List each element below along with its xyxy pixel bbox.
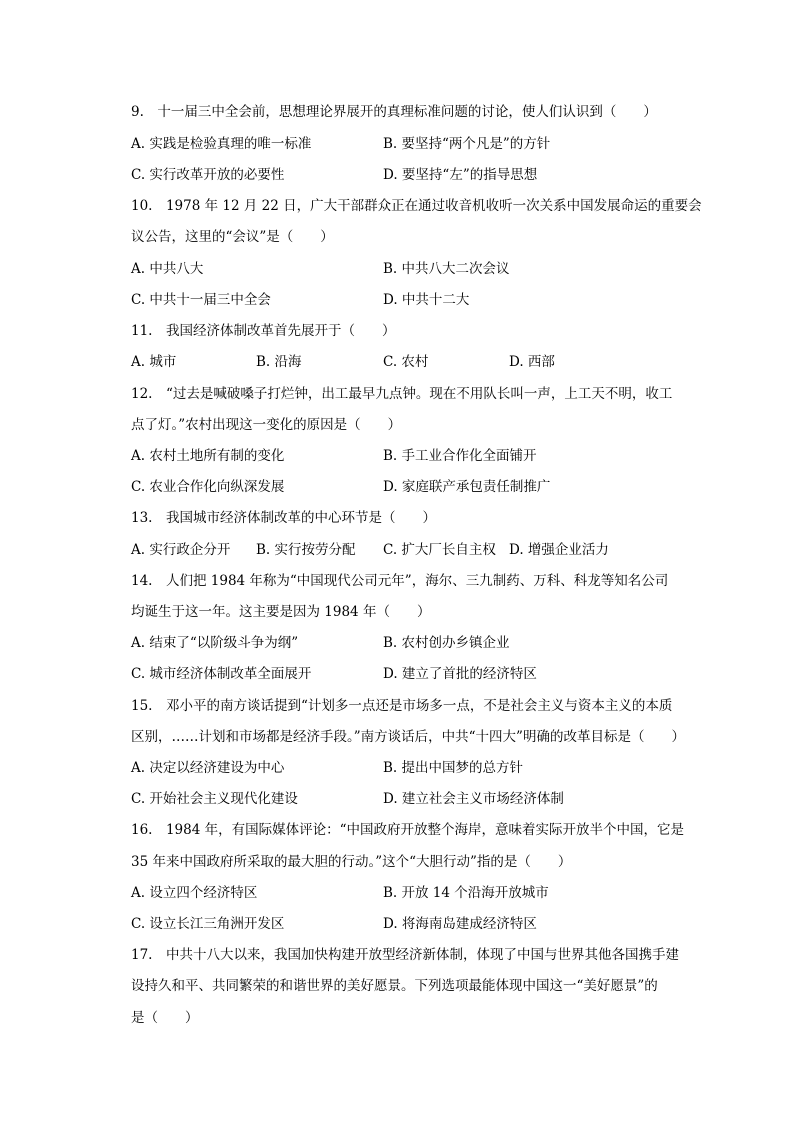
question-17-stem-line-2: 设持久和平、共同繁荣的和谐世界的美好愿景。下列选项最能体现中国这一“美好愿景”的 [131,978,658,994]
question-15-option-c: C. 开始社会主义现代化建设 [131,791,298,807]
question-14-stem-line-1: 14. 人们把 1984 年称为“中国现代公司元年”，海尔、三九制药、万科、科龙等知名公司 [131,573,669,589]
question-11-option-b: B. 沿海 [256,354,302,370]
question-15-option-b: B. 提出中国梦的总方针 [383,760,524,776]
question-16-option-d: D. 将海南岛建成经济特区 [383,916,537,932]
question-11-stem: 11. 我国经济体制改革首先展开于（ ） [131,323,396,339]
question-15-stem-line-1: 15. 邓小平的南方谈话提到“计划多一点还是市场多一点，不是社会主义与资本主义的本质 [131,698,673,714]
question-10-option-a: A. 中共八大 [131,261,204,277]
question-10-option-b: B. 中共八大二次会议 [383,261,510,277]
question-13-option-b: B. 实行按劳分配 [256,542,356,558]
question-16-option-b: B. 开放 14 个沿海开放城市 [383,885,549,901]
question-15-stem-line-2: 区别，……计划和市场都是经济手段。”南方谈话后，中共“十四大”明确的改革目标是（ ） [131,729,685,745]
question-16-option-a: A. 设立四个经济特区 [131,885,258,901]
question-14-option-c: C. 城市经济体制改革全面展开 [131,666,312,682]
question-12-stem-line-2: 点了灯。”农村出现这一变化的原因是（ ） [131,417,402,433]
question-10-stem-line-2: 议公告，这里的“会议”是（ ） [131,229,334,245]
question-13-stem: 13. 我国城市经济体制改革的中心环节是（ ） [131,510,436,526]
question-12-stem-line-1: 12. “过去是喊破嗓子打烂钟，出工最早九点钟。现在不用队长叫一声，上工天不明，收工 [131,386,673,402]
question-13-option-a: A. 实行政企分开 [131,542,231,558]
question-14-option-d: D. 建立了首批的经济特区 [383,666,537,682]
question-9-option-a: A. 实践是检验真理的唯一标准 [131,136,312,152]
question-13-option-c: C. 扩大厂长自主权 [383,542,496,558]
question-9-option-d: D. 要坚持“左”的指导思想 [383,167,538,183]
question-17-stem-line-1: 17. 中共十八大以来，我国加快构建开放型经济新体制，体现了中国与世界其他各国携手建 [131,947,679,963]
question-14-stem-line-2: 均诞生于这一年。这主要是因为 1984 年（ ） [131,604,431,620]
question-11-option-d: D. 西部 [509,354,555,370]
question-17-stem-line-3: 是（ ） [131,1010,199,1026]
question-9-stem: 9. 十一届三中全会前，思想理论界展开的真理标准问题的讨论，使人们认识到（ ） [131,104,657,120]
question-10-option-c: C. 中共十一届三中全会 [131,292,271,308]
question-9-option-c: C. 实行改革开放的必要性 [131,167,285,183]
question-10-option-d: D. 中共十二大 [383,292,470,308]
question-11-option-c: C. 农村 [383,354,429,370]
question-16-stem-line-2: 35 年来中国政府所采取的最大胆的行动。”这个“大胆行动”指的是（ ） [131,854,572,870]
question-14-option-b: B. 农村创办乡镇企业 [383,635,510,651]
question-16-option-c: C. 设立长江三角洲开发区 [131,916,285,932]
question-15-option-a: A. 决定以经济建设为中心 [131,760,285,776]
question-11-option-a: A. 城市 [131,354,177,370]
question-14-option-a: A. 结束了“以阶级斗争为纲” [131,635,299,651]
question-10-stem-line-1: 10. 1978 年 12 月 22 日，广大干部群众正在通过收音机收听一次关系中国发展命运的重要会 [131,198,702,214]
question-12-option-a: A. 农村土地所有制的变化 [131,448,285,464]
question-13-option-d: D. 增强企业活力 [509,542,609,558]
question-12-option-c: C. 农业合作化向纵深发展 [131,479,285,495]
question-16-stem-line-1: 16. 1984 年，有国际媒体评论：“中国政府开放整个海岸，意味着实际开放半个中国，它是 [131,822,685,838]
question-9-option-b: B. 要坚持“两个凡是”的方针 [383,136,551,152]
question-12-option-b: B. 手工业合作化全面铺开 [383,448,537,464]
question-12-option-d: D. 家庭联产承包责任制推广 [383,479,551,495]
question-15-option-d: D. 建立社会主义市场经济体制 [383,791,564,807]
